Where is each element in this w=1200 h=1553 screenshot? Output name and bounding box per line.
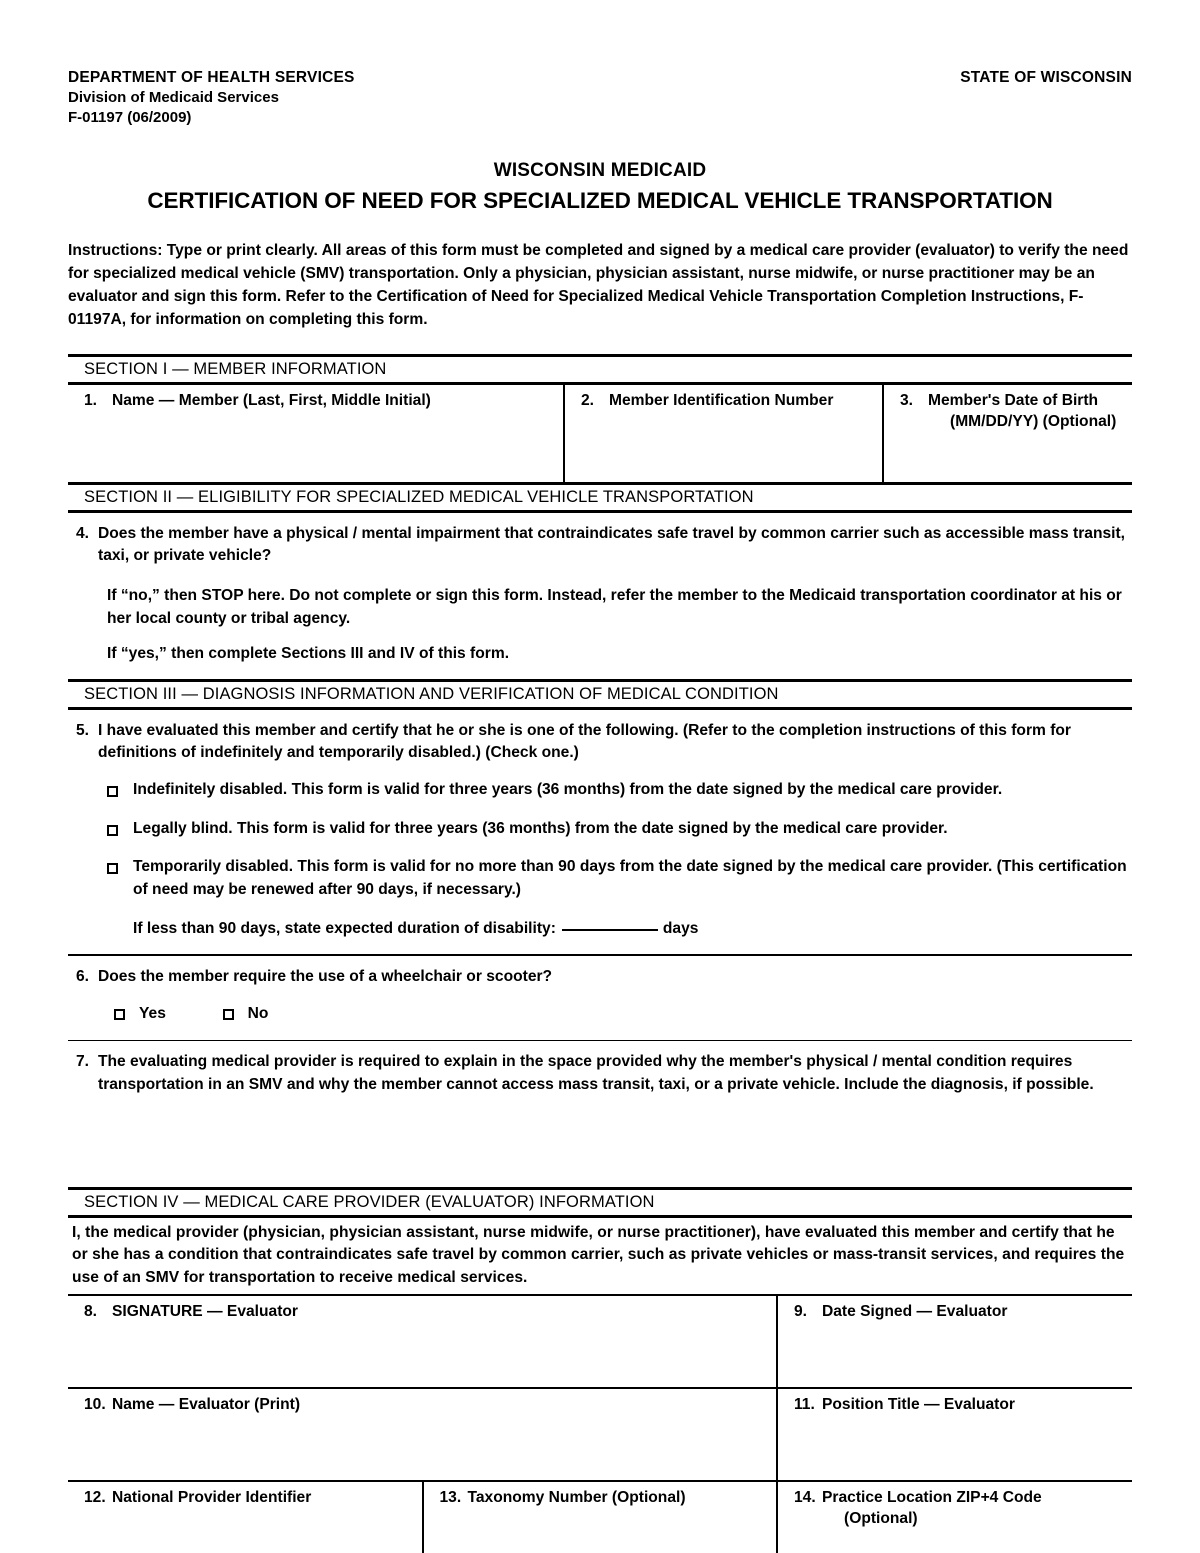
checkbox-option-legally-blind[interactable]: [107, 818, 1132, 844]
section-3: [68, 682, 1132, 1190]
form-number: F-01197 (06/2009): [68, 108, 192, 126]
checkbox-icon[interactable]: [107, 818, 133, 844]
field-number: 2.: [581, 391, 595, 409]
form-body: [68, 68, 1132, 1553]
question-5: [68, 710, 1132, 954]
question-text: The evaluating medical provider is required to explain in the space provided why the member's physical / mental condition requires transportation in an SMV and why the member cannot access mass transit, taxi, or a private vehicle. Include the diagnosis, if possible.: [98, 1053, 1094, 1093]
expected-duration-unit: days: [662, 919, 699, 937]
field-number: 10.: [84, 1396, 106, 1414]
table-row: [68, 1388, 1132, 1481]
program-title: WISCONSIN MEDICAID: [493, 160, 707, 182]
table-row: [68, 1481, 1132, 1553]
field-label: Position Title — Evaluator: [822, 1396, 1015, 1414]
instructions-paragraph: Instructions: Type or print clearly. All areas of this form must be completed and signed by a medical care provider (evaluator) to verify the need for specialized medical vehicle (SMV) transportation. Only a physician, physician assistant, nurse midwife, or nurse practitioner may be an evaluator and sign this form. Refer to the Certification of Need for Specialized Medical Vehicle Transportation Completion Instructions, F-01197A, for information on completing this form.: [68, 242, 1129, 328]
field-label-secondary: (Optional): [844, 1510, 918, 1528]
question-number: 5.: [75, 721, 89, 739]
field-number: 14.: [794, 1489, 816, 1507]
table-row: [68, 1296, 1132, 1388]
field-label: Member's Date of Birth: [928, 391, 1099, 409]
checkbox-label: No: [247, 1005, 269, 1023]
field-position-title[interactable]: [777, 1388, 1132, 1481]
field-label: National Provider Identifier: [112, 1489, 312, 1507]
field-label: Date Signed — Evaluator: [822, 1303, 1008, 1321]
section-2-heading: SECTION II — ELIGIBILITY FOR SPECIALIZED MEDICAL VEHICLE TRANSPORTATION: [84, 487, 754, 506]
field-label-secondary: (MM/DD/YY) (Optional): [950, 412, 1117, 430]
section-4-heading: SECTION IV — MEDICAL CARE PROVIDER (EVALUATOR) INFORMATION: [84, 1192, 655, 1211]
checkbox-icon[interactable]: [223, 1009, 234, 1020]
checkbox-icon[interactable]: [107, 856, 133, 882]
field-number: 9.: [794, 1303, 808, 1321]
attestation-paragraph: I, the medical provider (physician, physician assistant, nurse midwife, or nurse practitioner), have evaluated this member and certify that he or she has a condition that contraindicates safe travel by common carrier, such as private vehicles or mass-transit services, and requires the use of an SMV for transportation to receive medical services.: [72, 1223, 1125, 1286]
field-number: 3.: [900, 391, 914, 409]
member-information-table: [68, 385, 1132, 482]
provider-information-table: [68, 1296, 1132, 1553]
agency-block: [68, 68, 355, 127]
document-header: [68, 68, 1132, 127]
field-label: Practice Location ZIP+4 Code: [822, 1489, 1042, 1507]
question-6: [68, 956, 1132, 1040]
field-number: 12.: [84, 1489, 106, 1507]
checkbox-label: Indefinitely disabled. This form is valid for three years (36 months) from the date signed by the medical care provider.: [133, 781, 1003, 799]
checkbox-label: Legally blind. This form is valid for three years (36 months) from the date signed by the medical care provider.: [133, 819, 948, 837]
question-number: 4.: [75, 524, 89, 542]
expected-duration-input[interactable]: [562, 929, 658, 931]
field-date-signed[interactable]: [777, 1296, 1132, 1388]
field-member-dob[interactable]: [883, 385, 1132, 482]
section-1-heading: SECTION I — MEMBER INFORMATION: [84, 359, 387, 378]
checkbox-icon[interactable]: [107, 779, 133, 805]
checkbox-option-yes[interactable]: [114, 1003, 166, 1026]
field-number: 13.: [439, 1489, 462, 1507]
field-label: Name — Evaluator (Print): [112, 1396, 301, 1414]
department-name: DEPARTMENT OF HEALTH SERVICES: [68, 69, 355, 86]
field-label: SIGNATURE — Evaluator: [112, 1303, 298, 1321]
question-number: 6.: [75, 967, 89, 985]
checkbox-option-temporarily-disabled[interactable]: [107, 856, 1132, 901]
checkbox-icon[interactable]: [114, 1009, 125, 1020]
title-block: [68, 160, 1132, 214]
field-label: Member Identification Number: [609, 391, 834, 409]
field-label: Name — Member (Last, First, Middle Initial): [112, 391, 431, 409]
question-4: [68, 513, 1132, 679]
field-number: 8.: [84, 1303, 98, 1321]
expected-duration-row: [133, 918, 1132, 941]
field-label: Taxonomy Number (Optional): [467, 1489, 686, 1507]
checkbox-option-indefinitely-disabled[interactable]: [107, 779, 1132, 805]
field-member-id[interactable]: [564, 385, 883, 482]
question-text: Does the member have a physical / mental impairment that contraindicates safe travel by common carrier such as accessible mass transit, taxi, or private vehicle?: [98, 524, 1126, 565]
section-4: [68, 1190, 1132, 1553]
question-number: 7.: [75, 1053, 89, 1071]
checkbox-label: Temporarily disabled. This form is valid for no more than 90 days from the date signed by the medical care provider. (This certification of need may be renewed after 90 days, if necessary.): [133, 858, 1127, 898]
table-row: [68, 385, 1132, 482]
page-title: CERTIFICATION OF NEED FOR SPECIALIZED MEDICAL VEHICLE TRANSPORTATION: [147, 188, 1053, 214]
field-number: 1.: [84, 391, 98, 409]
state-name: STATE OF WISCONSIN: [960, 69, 1132, 86]
explanation-textarea[interactable]: [68, 1097, 1132, 1187]
field-npi[interactable]: [68, 1481, 423, 1553]
expected-duration-label: If less than 90 days, state expected duration of disability:: [133, 919, 556, 937]
wheelchair-answer-row: [114, 1003, 1132, 1027]
field-member-name[interactable]: [68, 385, 564, 482]
field-number: 11.: [794, 1396, 815, 1414]
section-2: [68, 485, 1132, 682]
question-text: Does the member require the use of a wheelchair or scooter?: [98, 967, 553, 985]
checkbox-option-no[interactable]: [223, 1003, 269, 1026]
field-taxonomy-number[interactable]: [423, 1481, 778, 1553]
division-name: Division of Medicaid Services: [68, 89, 279, 107]
section-3-heading: SECTION III — DIAGNOSIS INFORMATION AND VERIFICATION OF MEDICAL CONDITION: [84, 684, 779, 703]
section-1: [68, 354, 1132, 485]
field-practice-zip[interactable]: [777, 1481, 1132, 1553]
question-text: I have evaluated this member and certify that he or she is one of the following. (Refer to the completion instructions of this form for definitions of indefinitely and temporarily disabled.) (Check one.): [98, 721, 1072, 762]
field-evaluator-name[interactable]: [68, 1388, 777, 1481]
checkbox-label: Yes: [139, 1005, 166, 1023]
question-4-note-yes: If “yes,” then complete Sections III and IV of this form.: [107, 645, 510, 663]
question-7: [68, 1041, 1132, 1186]
field-signature[interactable]: [68, 1296, 777, 1388]
question-4-note-no: If “no,” then STOP here. Do not complete or sign this form. Instead, refer the member to the Medicaid transportation coordinator at his or her local county or tribal agency.: [107, 587, 1122, 627]
